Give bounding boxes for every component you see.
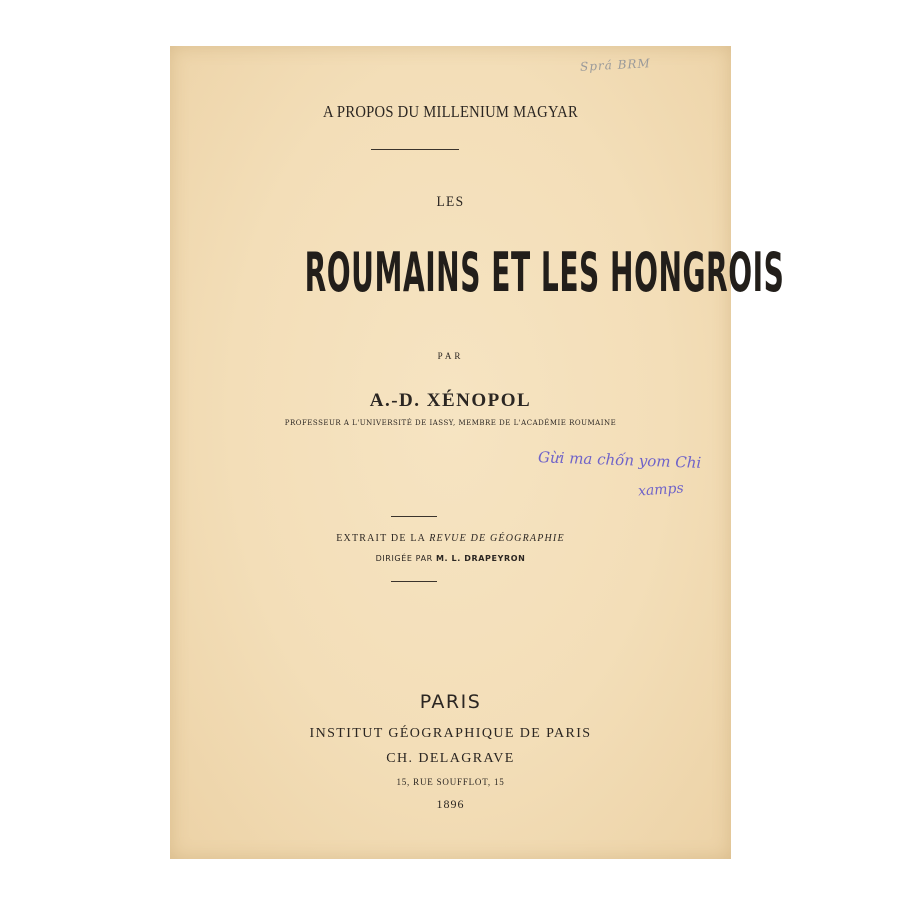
pencil-annotation: Sprá BRM [579, 56, 652, 74]
directed-line [170, 554, 731, 563]
rule-lower [391, 581, 437, 582]
extract-line [170, 533, 731, 544]
author-name: A.-D. XÉNOPOL [369, 390, 532, 411]
main-title: ROUMAINS ET LES HONGROIS [304, 241, 785, 304]
extract-journal: REVUE DE GÉOGRAPHIE [429, 533, 565, 544]
by-label: PAR [437, 351, 464, 361]
handwritten-note-line-2: xamps [637, 480, 685, 500]
handwritten-note-line-1: Gừi ma chốn yom Chi [537, 448, 702, 472]
publisher-address: 15, RUE SOUFFLOT, 15 [396, 777, 505, 787]
title-page [170, 46, 785, 859]
publisher-name: CH. DELAGRAVE [386, 751, 515, 766]
extract-prefix: EXTRAIT DE LA [336, 533, 426, 544]
publication-year: 1896 [436, 797, 465, 811]
title-les: LES [436, 194, 465, 210]
author-description: PROFESSEUR A L'UNIVERSITÉ DE IASSY, MEMBRE DE L'ACADÉMIE ROUMAINE [284, 419, 617, 427]
directed-name: M. L. DRAPEYRON [435, 554, 526, 563]
rule-top [371, 149, 459, 150]
publisher-institute: INSTITUT GÉOGRAPHIQUE DE PARIS [309, 726, 592, 741]
directed-prefix: DIRIGÉE PAR [375, 554, 433, 563]
publication-city: PARIS [419, 691, 482, 713]
pre-title: A PROPOS DU MILLENIUM MAGYAR [323, 102, 578, 121]
rule-middle [391, 516, 437, 517]
